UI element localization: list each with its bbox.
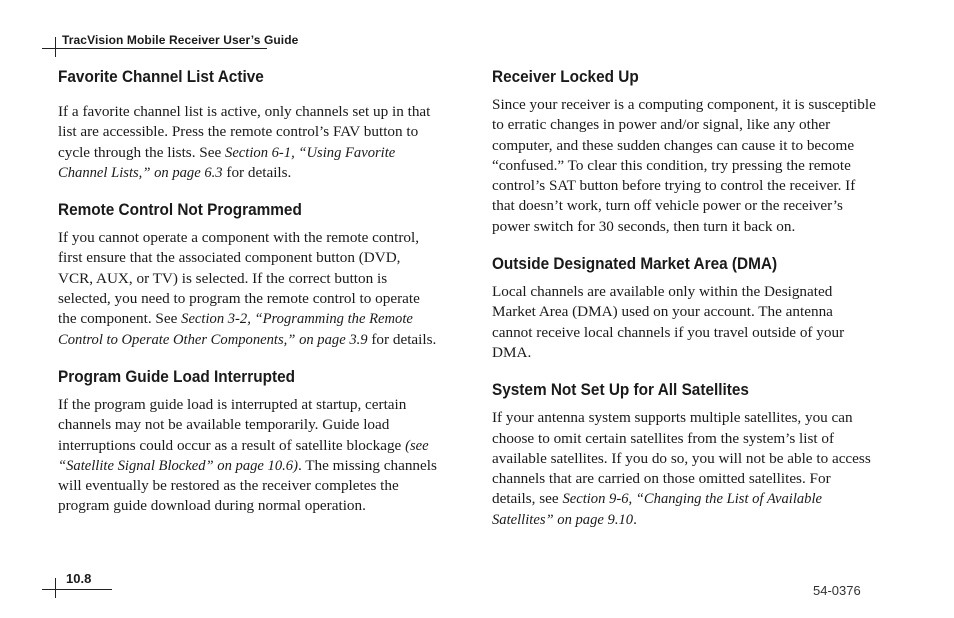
section-satellites-not-set-up: [492, 379, 876, 530]
cross-reference: Section 9-6, “Changing the List of Available Satellites” on page 9.10: [492, 491, 823, 528]
section-heading: Remote Control Not Programmed: [58, 201, 302, 220]
section-body: Since your receiver is a computing component, it is susceptible to erratic changes in power and/or signal, like any other computer, and these sudden changes can cause it to become “confused.” To clear this condition, try pressing the remote control’s SAT button before trying to control the receiver. If that doesn’t work, turn off vehicle power or the receiver’s power switch for 30 seconds, then turn it back on.: [492, 96, 876, 235]
cross-reference: Section 3-2, “Programming the Remote Control to Operate Other Components,” on page 3.9: [58, 311, 413, 348]
footer-rule-vertical: [55, 578, 56, 598]
running-header: TracVision Mobile Receiver User’s Guide: [62, 33, 299, 47]
page-number: 10.8: [66, 571, 92, 586]
section-body: Local channels are available only within the Designated Market Area (DMA) used on your account. The antenna cannot receive local channels if you travel outside of your DMA.: [492, 283, 845, 361]
section-favorite-channel-list: [58, 66, 438, 183]
right-column: [492, 66, 876, 530]
left-column: [58, 66, 438, 517]
section-heading: Receiver Locked Up: [492, 68, 639, 86]
section-program-guide-interrupted: [58, 366, 438, 517]
section-body: If you cannot operate a component with the remote control, first ensure that the associated component button (DVD, VCR, AUX, or TV) is selected. If the correct button is selected, you need to program the remote control to operate the component. See Section 3-2, “Programming the Remote Control to Operate Other Components,” on page 3.9 for details.: [58, 229, 437, 348]
section-body: If the program guide load is interrupted at startup, certain channels may not be available temporarily. Guide load interruptions could occur as a result of satellite blockage (see “Satellite Signal Blocked” on page 10.6). The missing channels will eventually be restored as the receiver completes the program guide download during normal operation.: [58, 395, 437, 515]
section-remote-not-programmed: [58, 199, 438, 350]
cross-reference: (see “Satellite Signal Blocked” on page 10.6): [58, 437, 429, 474]
section-outside-dma: [492, 253, 876, 363]
header-rule-vertical: [55, 37, 56, 57]
footer-rule-horizontal: [42, 589, 112, 590]
section-heading: System Not Set Up for All Satellites: [492, 381, 749, 400]
section-heading: Outside Designated Market Area (DMA): [492, 255, 778, 274]
section-heading: Program Guide Load Interrupted: [58, 367, 296, 386]
section-body: If your antenna system supports multiple satellites, you can choose to omit certain satellites from the system’s list of available satellites. If you do so, you will not be able to access channels that are carried on those omitted satellites. For details, see Section 9-6, “Changing the List of Available Satellites” on page 9.10.: [492, 409, 871, 528]
header-rule-horizontal: [42, 48, 267, 49]
document-code: 54-0376: [813, 583, 861, 598]
cross-reference: Section 6-1, “Using Favorite Channel Lists,” on page 6.3: [58, 144, 396, 181]
section-body: If a favorite channel list is active, only channels set up in that list are accessible. Press the remote control’s FAV button to cycle through the lists. See Section 6-1, “Using Favorite Channel Lists,” on page 6.3 for details.: [58, 103, 431, 181]
section-receiver-locked-up: [492, 66, 876, 237]
section-heading: Favorite Channel List Active: [58, 68, 264, 86]
